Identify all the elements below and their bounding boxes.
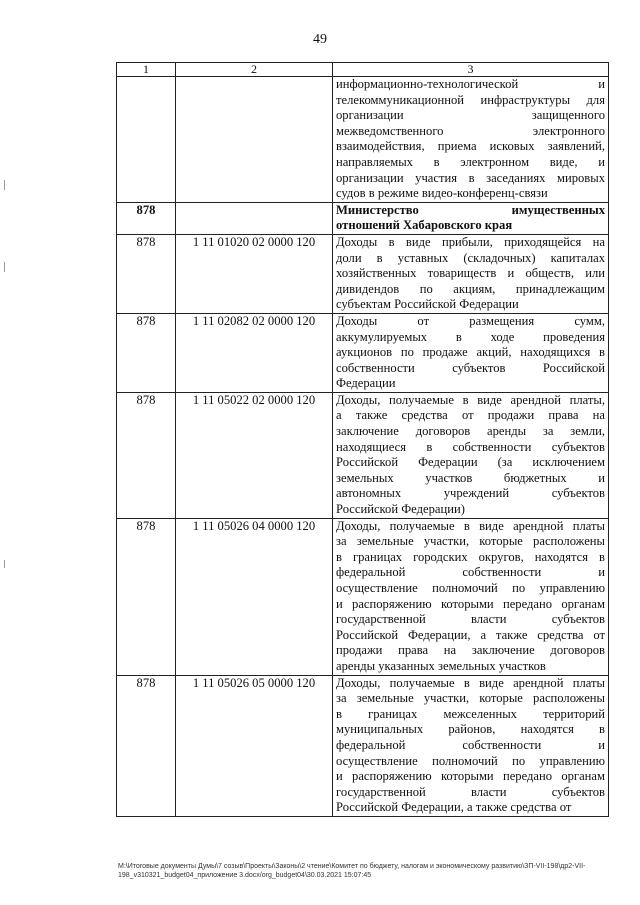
description-cell bbox=[333, 313, 609, 392]
footer-path-line-2: 198_v310321_budget04_приложение 3.docx/org_budget04\30.03.2021 15:07:45 bbox=[118, 872, 372, 879]
admin-code-cell: 878 bbox=[117, 518, 176, 675]
description-line: доли в уставных (складочных) капиталах bbox=[336, 250, 605, 265]
description-line: организации участия в заседаниях мировых bbox=[336, 170, 605, 185]
description-line: земельных участков бюджетных и bbox=[336, 470, 605, 485]
description-line: информационно-технологической и bbox=[336, 77, 605, 91]
footer-path-line-1: M:\Итоговые документы Думы\7 созыв\Проекты\Законы\2 чтение\Комитет по бюджету, налогам и экономическому развитию\ЗП-VII-198\др2-VII- bbox=[118, 863, 586, 870]
description-line: отношений Хабаровского края bbox=[336, 218, 513, 233]
table-row bbox=[117, 234, 609, 313]
description-line: дивидендов по акциям, принадлежащим bbox=[336, 281, 605, 296]
description-cell bbox=[333, 202, 609, 234]
description-line: осуществление полномочий по управлению bbox=[336, 581, 605, 595]
description-line: Доходы, получаемые в виде арендной платы, bbox=[336, 392, 605, 407]
description-line: Российской Федерации, а также средства от bbox=[336, 800, 572, 815]
admin-code-cell: 878 bbox=[117, 234, 176, 313]
revenue-code-cell: 1 11 01020 02 0000 120 bbox=[176, 234, 333, 313]
table-row bbox=[117, 313, 609, 392]
description-line: Доходы, получаемые в виде арендной платы bbox=[336, 518, 605, 533]
description-line: государственной власти субъектов bbox=[336, 612, 605, 627]
description-line: Министерство имущественных bbox=[336, 202, 605, 217]
description-line: аукционов по продаже акций, находящихся в bbox=[336, 345, 605, 360]
table-header-row bbox=[117, 63, 609, 77]
revenue-code-cell bbox=[176, 77, 333, 203]
description-line: направляемых в электронном виде, и bbox=[336, 154, 605, 169]
description-line: межведомственного электронного bbox=[336, 123, 605, 138]
description-line: в границах городских округов, находятся в bbox=[336, 549, 605, 564]
revenue-code-cell: 1 11 02082 02 0000 120 bbox=[176, 313, 333, 392]
description-cell bbox=[333, 392, 609, 518]
admin-code-cell: 878 bbox=[117, 313, 176, 392]
description-cell bbox=[333, 77, 609, 203]
description-line: автономных учреждений субъектов bbox=[336, 486, 605, 501]
page-number: 49 bbox=[313, 32, 327, 47]
budget-classification-table bbox=[116, 62, 609, 817]
description-line: Доходы, получаемые в виде арендной платы bbox=[336, 675, 605, 690]
admin-code-cell bbox=[117, 77, 176, 203]
margin-mark bbox=[4, 262, 5, 272]
margin-mark bbox=[4, 180, 5, 190]
admin-code-cell: 878 bbox=[117, 675, 176, 816]
description-line: муниципальных районов, находятся в bbox=[336, 722, 605, 737]
description-line: за земельные участки, которые расположены bbox=[336, 691, 605, 706]
description-line: Российской Федерации (за исключением bbox=[336, 455, 605, 470]
revenue-code-cell: 1 11 05026 04 0000 120 bbox=[176, 518, 333, 675]
description-cell bbox=[333, 675, 609, 816]
description-cell bbox=[333, 234, 609, 313]
description-line: судов в режиме видео-конференц-связи bbox=[336, 186, 548, 201]
description-line: хозяйственных товариществ и обществ, или bbox=[336, 266, 605, 281]
description-line: заключение договоров аренды за земли, bbox=[336, 424, 605, 439]
description-cell bbox=[333, 518, 609, 675]
description-line: федеральной собственности и bbox=[336, 737, 605, 752]
description-line: субъектам Российской Федерации bbox=[336, 297, 519, 312]
admin-code-cell: 878 bbox=[117, 202, 176, 234]
document-footer bbox=[118, 862, 618, 880]
column-header-1: 1 bbox=[117, 63, 176, 77]
description-line: аренды указанных земельных участков bbox=[336, 658, 546, 673]
table-row bbox=[117, 77, 609, 203]
description-line: Российской Федерации) bbox=[336, 502, 465, 517]
description-line: взаимодействия, приема исковых заявлений, bbox=[336, 139, 605, 154]
description-line: и распоряжению которыми передано органам bbox=[336, 596, 605, 611]
description-line: Доходы в виде прибыли, приходящейся на bbox=[336, 234, 605, 249]
revenue-code-cell bbox=[176, 202, 333, 234]
description-line: и распоряжению которыми передано органам bbox=[336, 769, 605, 784]
description-line: находящиеся в собственности субъектов bbox=[336, 439, 605, 454]
admin-code-cell: 878 bbox=[117, 392, 176, 518]
table-row bbox=[117, 675, 609, 816]
description-line: а также средства от продажи права на bbox=[336, 408, 605, 423]
description-line: в границах межселенных территорий bbox=[336, 706, 605, 721]
description-line: Доходы от размещения сумм, bbox=[336, 313, 605, 328]
description-line: осуществление полномочий по управлению bbox=[336, 753, 605, 768]
table-row bbox=[117, 202, 609, 234]
description-line: телекоммуникационной инфраструктуры для bbox=[336, 92, 605, 107]
revenue-code-cell: 1 11 05022 02 0000 120 bbox=[176, 392, 333, 518]
column-header-3: 3 bbox=[333, 63, 609, 77]
description-line: собственности субъектов Российской bbox=[336, 360, 605, 375]
description-line: федеральной собственности и bbox=[336, 565, 605, 580]
description-line: Федерации bbox=[336, 376, 396, 391]
margin-mark bbox=[4, 560, 5, 568]
description-line: продажи права на заключение договоров bbox=[336, 643, 605, 658]
description-line: государственной власти субъектов bbox=[336, 784, 605, 799]
table-row bbox=[117, 392, 609, 518]
column-header-2: 2 bbox=[176, 63, 333, 77]
table-row bbox=[117, 518, 609, 675]
revenue-code-cell: 1 11 05026 05 0000 120 bbox=[176, 675, 333, 816]
description-line: аккумулируемых в ходе проведения bbox=[336, 329, 605, 344]
description-line: Российской Федерации, а также средства от bbox=[336, 627, 605, 642]
description-line: за земельные участки, которые расположены bbox=[336, 534, 605, 549]
description-line: организации защищенного bbox=[336, 108, 605, 123]
